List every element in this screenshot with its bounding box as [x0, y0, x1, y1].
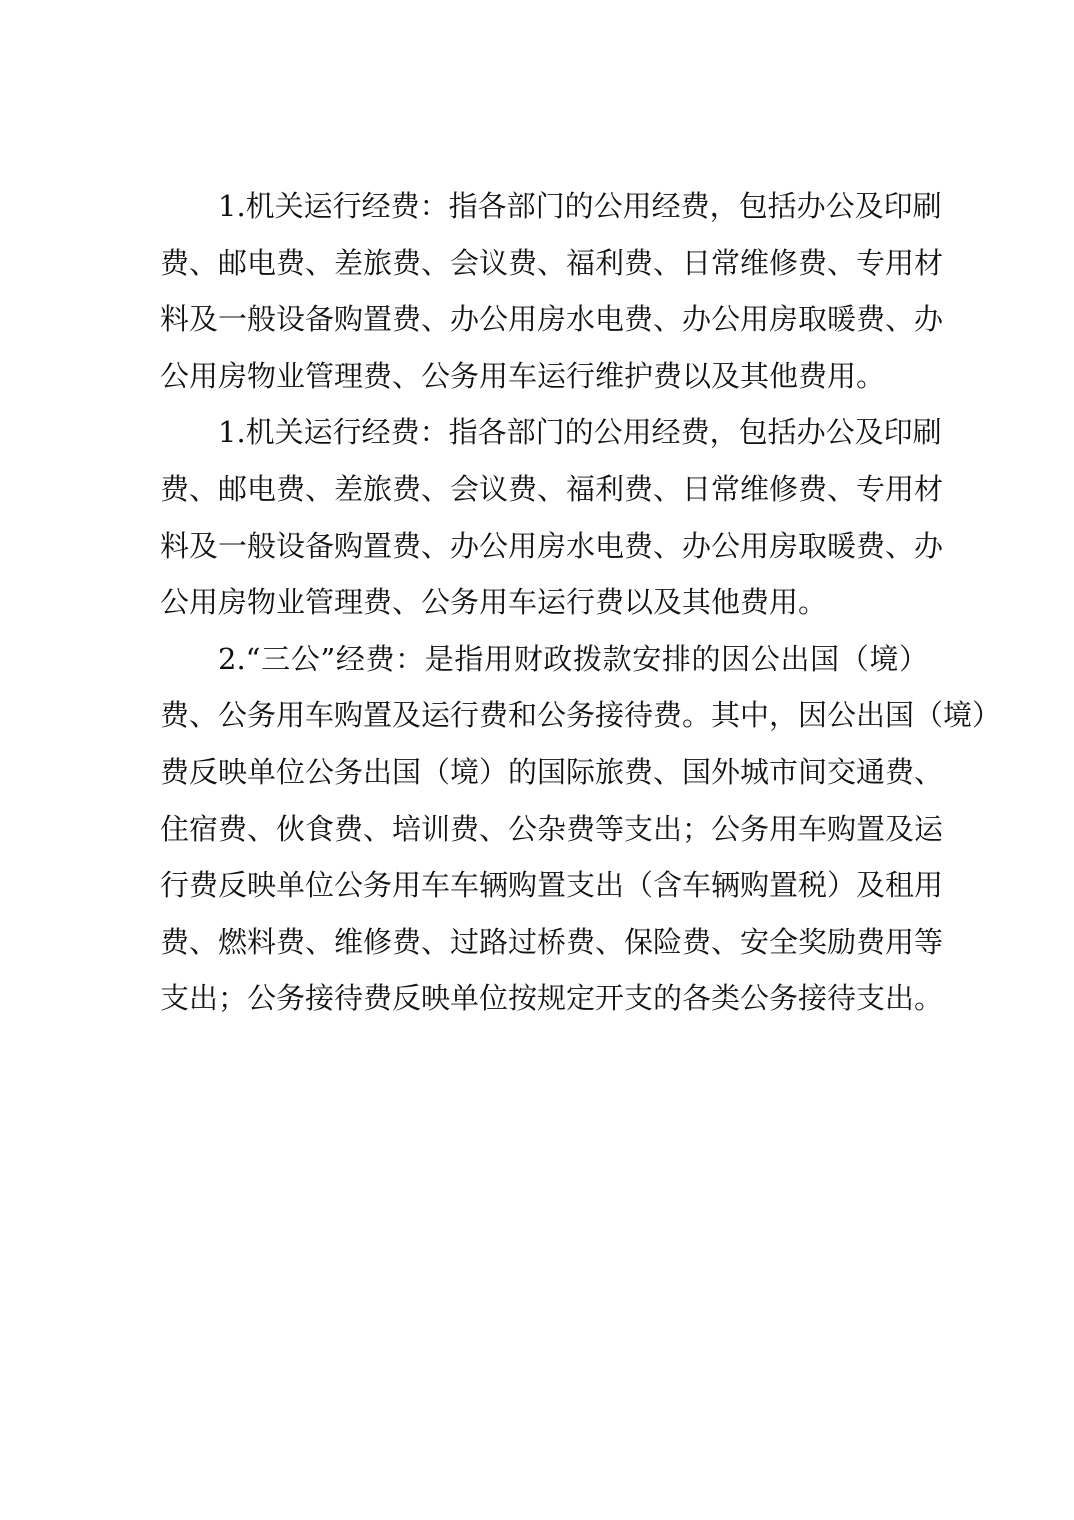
paragraph-line: 费、燃料费、维修费、过路过桥费、保险费、安全奖励费用等: [160, 924, 944, 959]
paragraph-line: 费、公务用车购置及运行费和公务接待费。其中，因公出国（境）: [160, 698, 1002, 733]
document-body: [160, 178, 1002, 1027]
paragraph-line: 1.机关运行经费：指各部门的公用经费，包括办公及印刷: [218, 415, 942, 450]
paragraph-line: 行费反映单位公务用车车辆购置支出（含车辆购置税）及租用: [160, 868, 944, 903]
paragraph-line: 2.“三公”经费：是指用财政拨款安排的因公出国（境）: [218, 641, 928, 676]
paragraph-1: [160, 178, 944, 404]
paragraph-line: 住宿费、伙食费、培训费、公杂费等支出；公务用车购置及运: [160, 811, 944, 846]
paragraph-line: 支出；公务接待费反映单位按规定开支的各类公务接待支出。: [160, 981, 944, 1016]
paragraph-line: 费、邮电费、差旅费、会议费、福利费、日常维修费、专用材: [160, 471, 944, 506]
paragraph-2: [160, 404, 944, 630]
paragraph-line: 费反映单位公务出国（境）的国际旅费、国外城市间交通费、: [160, 754, 944, 789]
paragraph-line: 料及一般设备购置费、办公用房水电费、办公用房取暖费、办: [160, 302, 944, 337]
paragraph-line: 1.机关运行经费：指各部门的公用经费，包括办公及印刷: [218, 189, 942, 223]
paragraph-line: 料及一般设备购置费、办公用房水电费、办公用房取暖费、办: [160, 528, 944, 563]
paragraph-line: 费、邮电费、差旅费、会议费、福利费、日常维修费、专用材: [160, 245, 944, 280]
paragraph-3: [160, 631, 1002, 1027]
paragraph-line: 公用房物业管理费、公务用车运行维护费以及其他费用。: [160, 358, 886, 393]
paragraph-line: 公用房物业管理费、公务用车运行费以及其他费用。: [160, 585, 828, 620]
